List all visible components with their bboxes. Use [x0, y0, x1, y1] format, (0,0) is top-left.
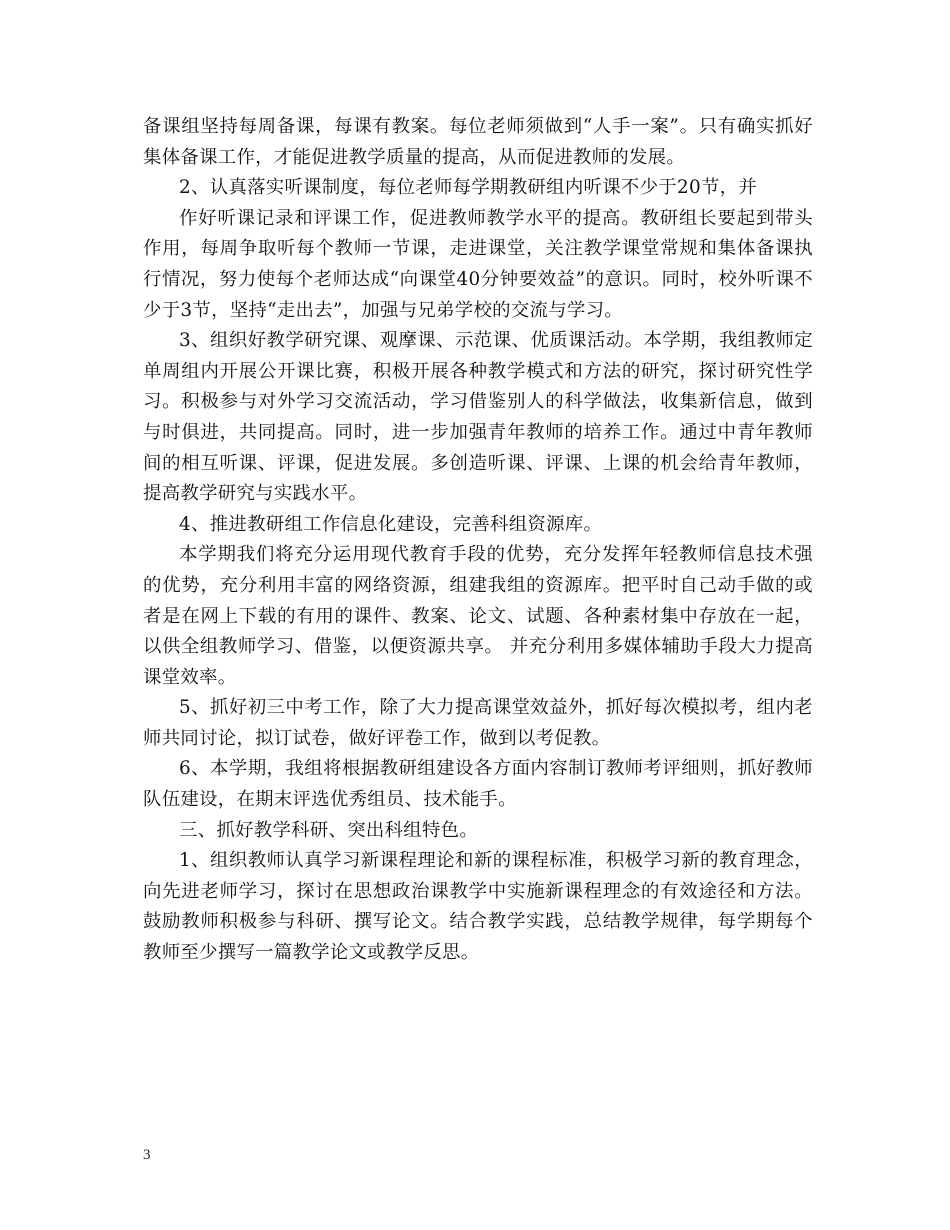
section-heading: 三、抓好教学科研、突出科组特色。 [179, 819, 479, 841]
document-body [143, 112, 813, 969]
paragraph: 3、组织好教学研究课、观摩课、示范课、优质课活动。本学期，我组教师定单周组内开展公开课比赛，积极开展各种教学模式和方法的研究，探讨研究性学习。积极参与对外学习交流活动，学习借鉴别人的科学做法，收集新信息，做到与时俱进，共同提高。同时，进一步加强青年教师的培养工作。通过中青年教师间的相互听课、评课，促进发展。多创造听课、评课、上课的机会给青年教师，提高教学研究与实践水平。 [143, 330, 813, 505]
paragraph: 4、推进教研组工作信息化建设，完善科组资源库。 [179, 513, 603, 535]
page-number: 3 [143, 1147, 151, 1163]
paragraph: 本学期我们将充分运用现代教育手段的优势，充分发挥年轻教师信息技术强的优势，充分利用丰富的网络资源，组建我组的资源库。把平时自己动手做的或者是在网上下载的有用的课件、教案、论文、试题、各种素材集中存放在一起，以供全组教师学习、借鉴，以便资源共享。 并充分利用多媒体辅助手段大力提高课堂效率。 [143, 544, 813, 688]
paragraph: 备课组坚持每周备课，每课有教案。每位老师须做到“人手一案”。只有确实抓好集体备课工作，才能促进教学质量的提高，从而促进教师的发展。 [143, 116, 813, 168]
paragraph: 2、认真落实听课制度，每位老师每学期教研组内听课不少于20节，并 [179, 177, 758, 199]
paragraph: 6、本学期，我组将根据教研组建设各方面内容制订教师考评细则，抓好教师队伍建设，在期末评选优秀组员、技术能手。 [143, 758, 813, 811]
paragraph: 5、抓好初三中考工作，除了大力提高课堂效益外，抓好每次模拟考，组内老师共同讨论，拟订试卷，做好评卷工作，做到以考促教。 [143, 697, 813, 749]
paragraph: 作好听课记录和评课工作，促进教师教学水平的提高。教研组长要起到带头作用，每周争取听每个教师一节课，走进课堂，关注教学课堂常规和集体备课执行情况，努力使每个老师达成“向课堂40分钟要效益”的意识。同时，校外听课不少于3节，坚持“走出去”，加强与兄弟学校的交流与学习。 [143, 207, 813, 321]
paragraph: 1、组织教师认真学习新课程理论和新的课程标准，积极学习新的教育理念，向先进老师学习，探讨在思想政治课教学中实施新课程理念的有效途径和方法。鼓励教师积极参与科研、撰写论文。结合教学实践，总结教学规律，每学期每个教师至少撰写一篇教学论文或教学反思。 [143, 850, 813, 964]
